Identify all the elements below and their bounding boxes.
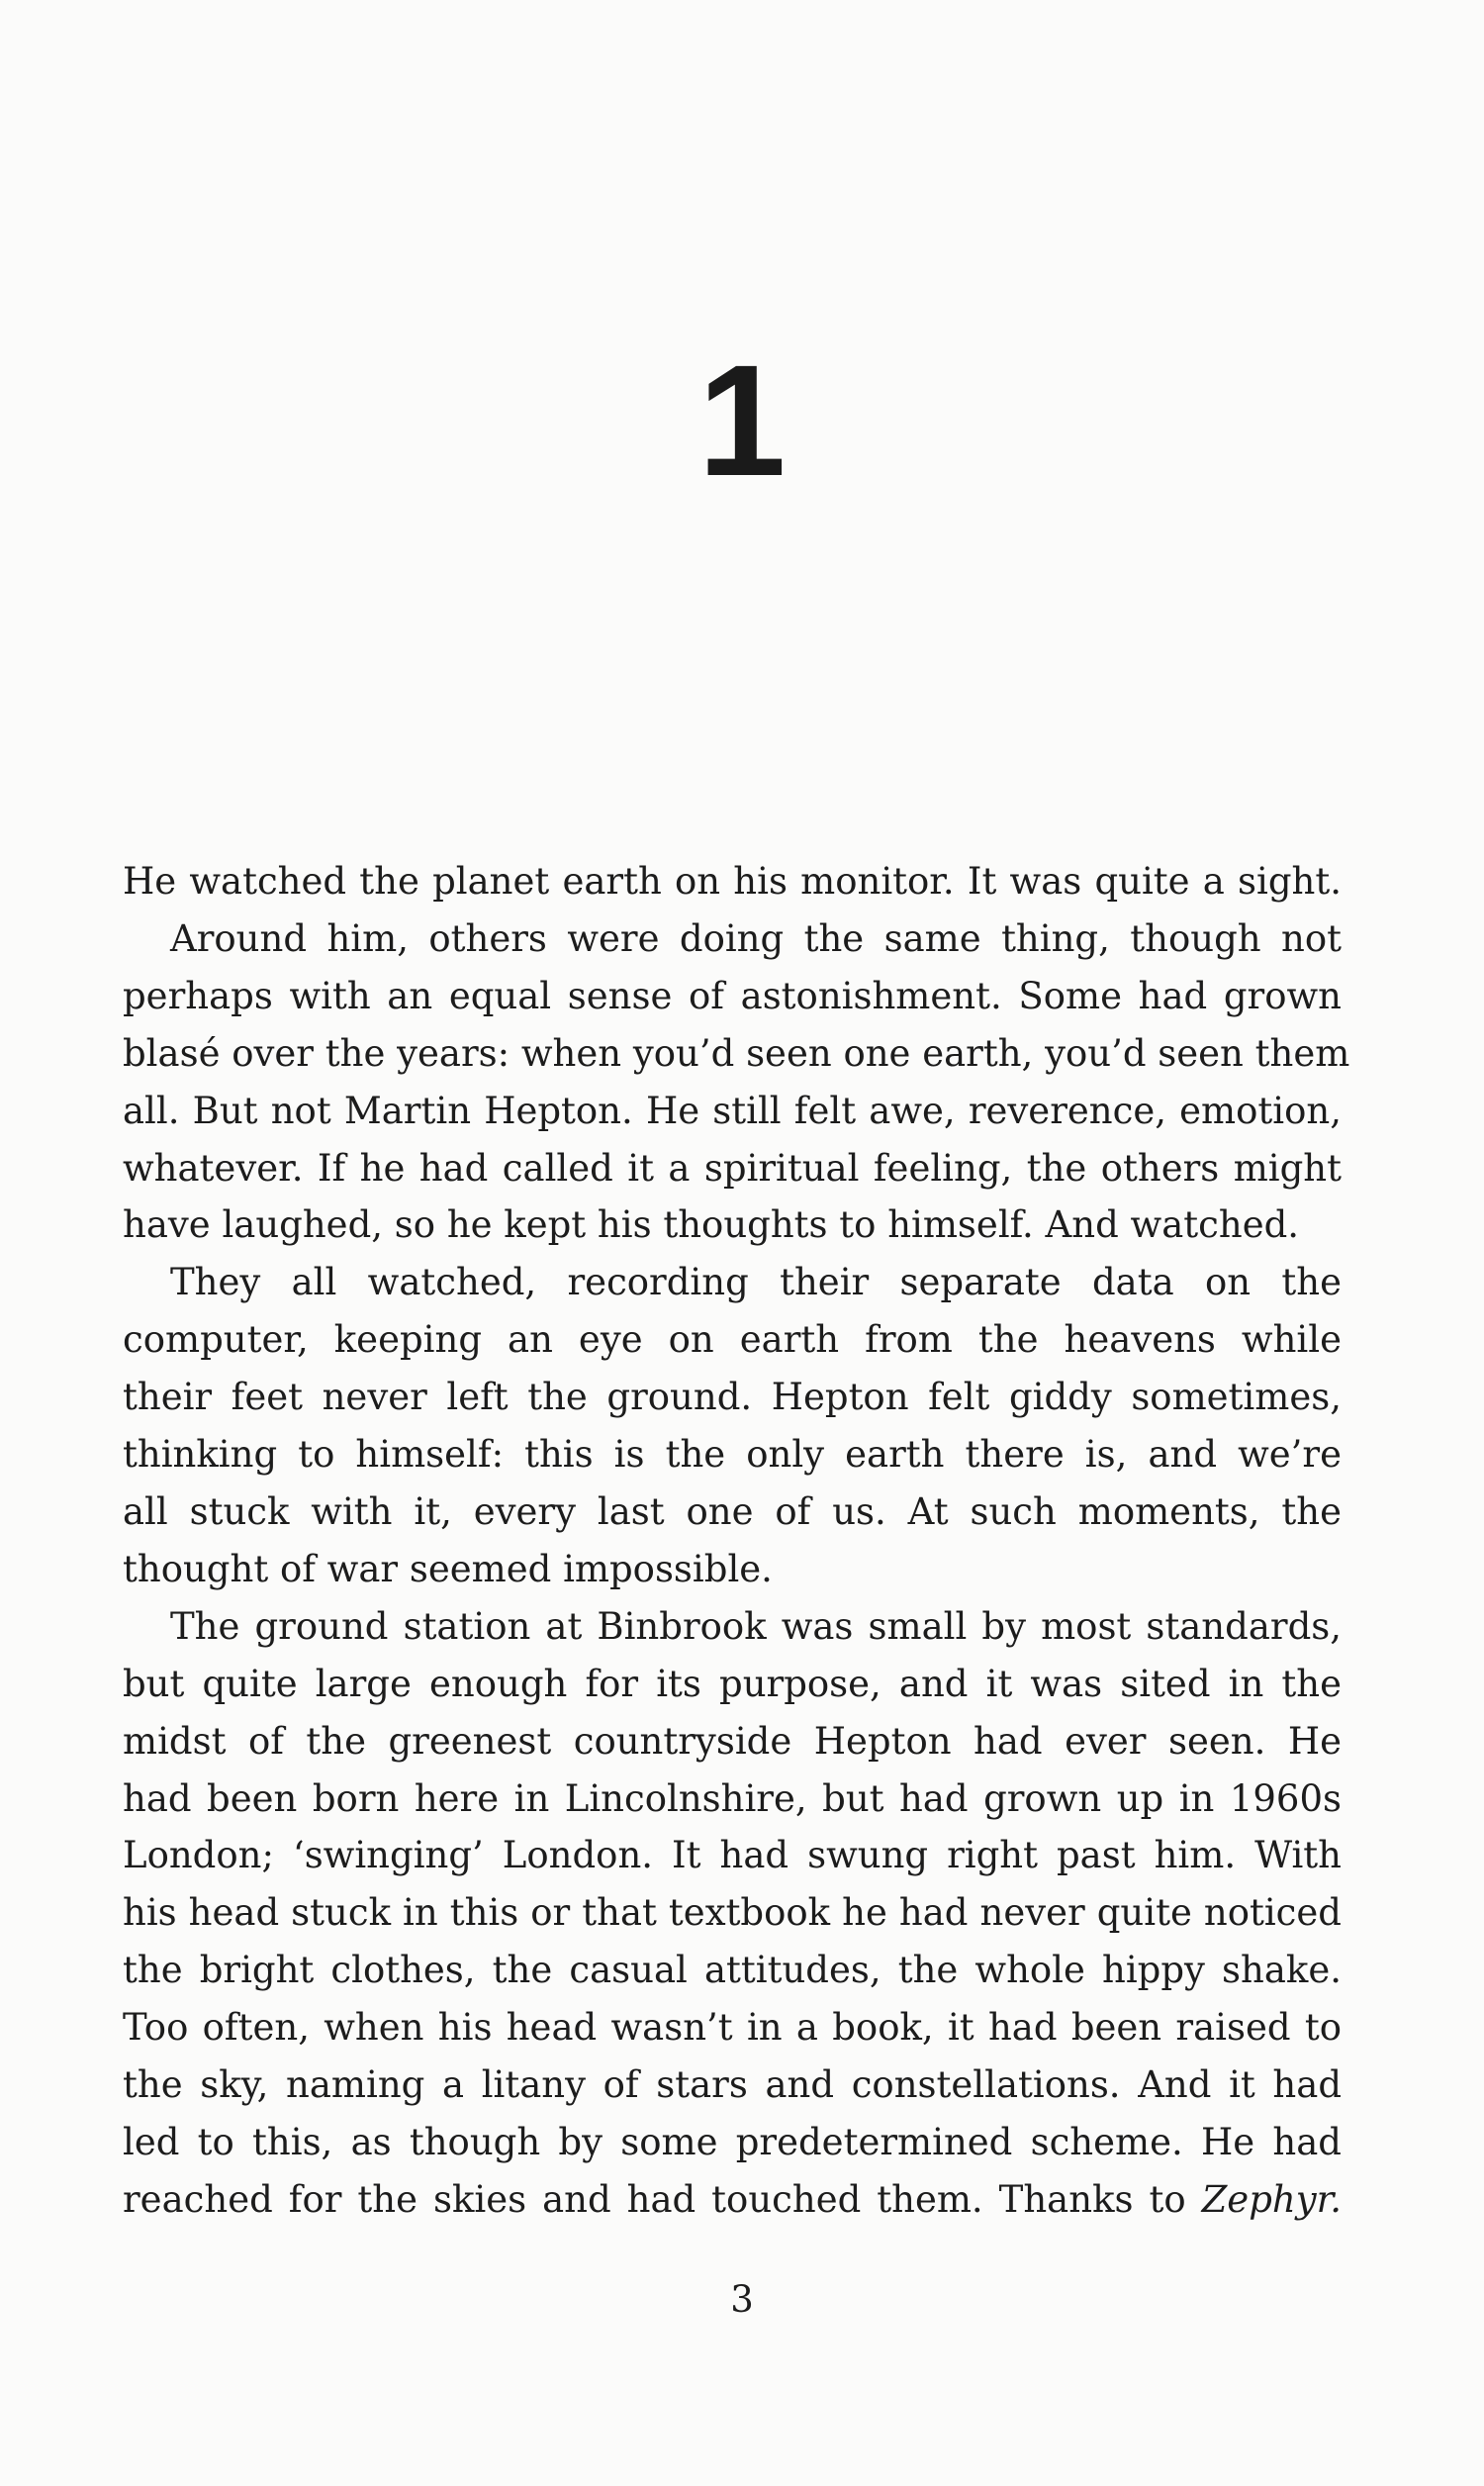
body-text: [123, 853, 1350, 2229]
paragraph-2: [123, 1254, 1342, 1597]
chapter-number: 1: [697, 332, 787, 509]
text-line: thinking to himself: this is the only earth there is, and we’re: [123, 1433, 1342, 1477]
text-line: led to this, as though by some predetermined scheme. He had: [123, 2120, 1342, 2163]
text-line: London; ‘swinging’ London. It had swung right past him. With: [123, 1834, 1342, 1877]
text-line: whatever. If he had called it a spiritual feeling, the others might: [123, 1146, 1342, 1190]
text-line: perhaps with an equal sense of astonishment. Some had grown: [123, 974, 1342, 1017]
text-line: midst of the greenest countryside Hepton had ever seen. He: [123, 1719, 1342, 1763]
text-line: had been born here in Lincolnshire, but had grown up in 1960s: [123, 1776, 1342, 1820]
paragraph-3: [123, 1598, 1342, 2229]
text-run: reached for the skies and had touched them. Thanks to: [123, 2177, 1202, 2221]
text-line: blasé over the years: when you’d seen one earth, you’d seen them: [123, 1031, 1350, 1075]
text-line: all. But not Martin Hepton. He still felt awe, reverence, emotion,: [123, 1089, 1342, 1132]
text-line: but quite large enough for its purpose, and it was sited in the: [123, 1662, 1342, 1705]
text-line: his head stuck in this or that textbook he had never quite noticed: [123, 1891, 1342, 1935]
text-line: the sky, naming a litany of stars and constellations. And it had: [123, 2063, 1342, 2107]
text-line: have laughed, so he kept his thoughts to himself. And watched.: [123, 1203, 1300, 1247]
text-line: He watched the planet earth on his monitor. It was quite a sight.: [123, 860, 1342, 903]
text-line: Around him, others were doing the same thing, though not: [170, 916, 1342, 960]
text-line: thought of war seemed impossible.: [123, 1547, 773, 1590]
paragraph-1: [123, 853, 1350, 1254]
text-line: computer, keeping an eye on earth from the heavens while: [123, 1318, 1342, 1362]
text-line: They all watched, recording their separate data on the: [170, 1261, 1342, 1304]
text-line: all stuck with it, every last one of us. At such moments, the: [123, 1489, 1342, 1533]
page-number: 3: [730, 2278, 754, 2321]
text-line: Too often, when his head wasn’t in a book, it had been raised to: [123, 2006, 1342, 2050]
text-line: their feet never left the ground. Hepton felt giddy sometimes,: [123, 1376, 1342, 1419]
text-line-final: [123, 2171, 1342, 2229]
italic-title: Zephyr.: [1201, 2177, 1342, 2221]
text-line: the bright clothes, the casual attitudes, the whole hippy shake.: [123, 1949, 1342, 1992]
text-line: The ground station at Binbrook was small by most standards,: [170, 1604, 1342, 1648]
